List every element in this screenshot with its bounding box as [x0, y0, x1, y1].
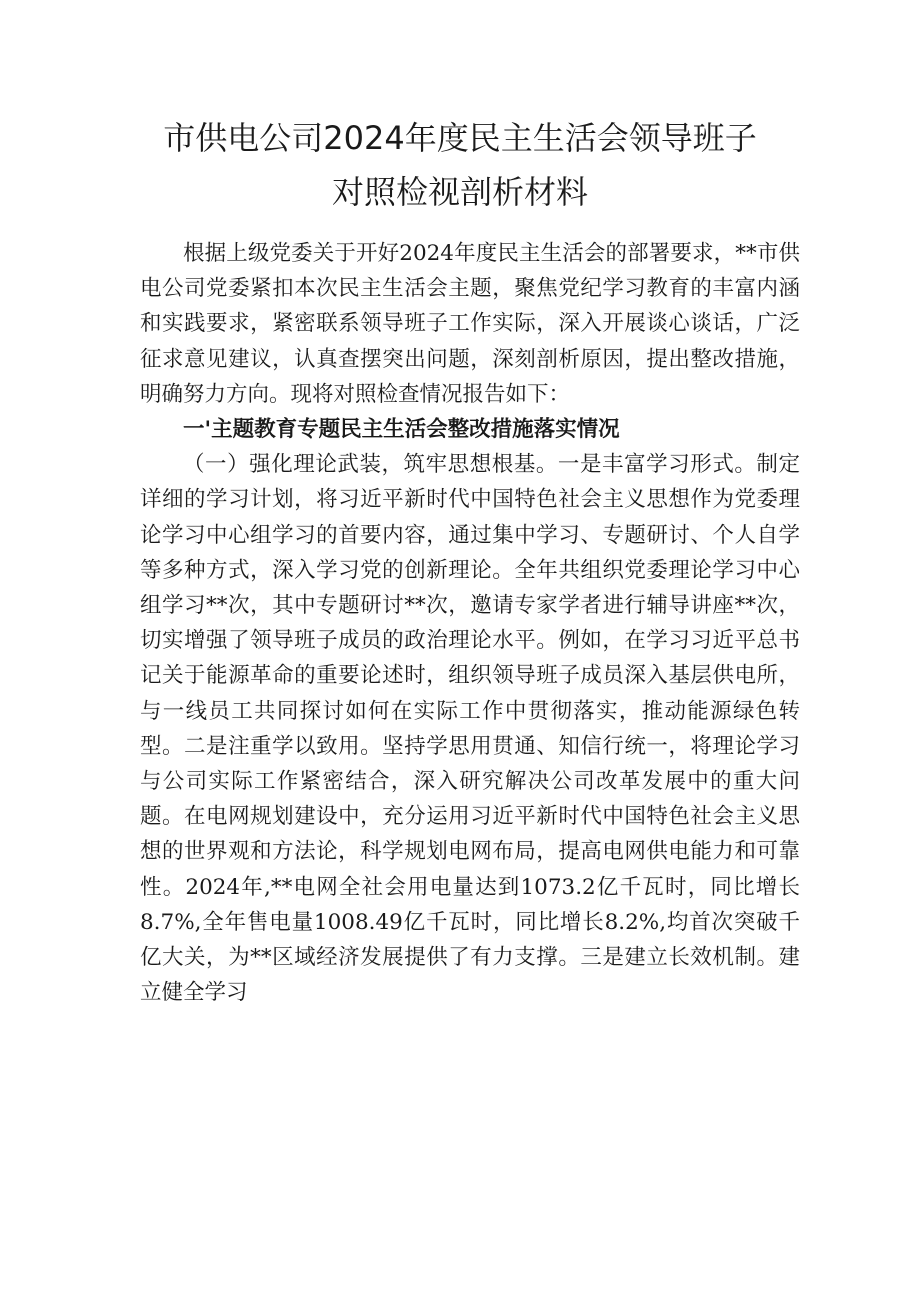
section-1-paragraph: （一）强化理论武装，筑牢思想根基。一是丰富学习形式。制定详细的学习计划，将习近平新时代中国特色社会主义思想作为党委理论学习中心组学习的首要内容，通过集中学习、专题研讨、个人自学等多种方式，深入学习党的创新理论。全年共组织党委理论学习中心组学习**次，其中专题研讨**次，邀请专家学者进行辅导讲座**次，切实增强了领导班子成员的政治理论水平。例如，在学习习近平总书记关于能源革命的重要论述时，组织领导班子成员深入基层供电所，与一线员工共同探讨如何在实际工作中贯彻落实，推动能源绿色转型。二是注重学以致用。坚持学思用贯通、知信行统一，将理论学习与公司实际工作紧密结合，深入研究解决公司改革发展中的重大问题。在电网规划建设中，充分运用习近平新时代中国特色社会主义思想的世界观和方法论，科学规划电网布局，提高电网供电能力和可靠性。2024年,**电网全社会用电量达到1073.2亿千瓦时，同比增长8.7%,全年售电量1008.49亿千瓦时，同比增长8.2%,均首次突破千亿大关，为**区域经济发展提供了有力支撑。三是建立长效机制。建立健全学习 [140, 452, 800, 1006]
intro-paragraph: 根据上级党委关于开好2024年度民主生活会的部署要求，**市供电公司党委紧扣本次民主生活会主题，聚焦党纪学习教育的丰富内涵和实践要求，紧密联系领导班子工作实际，深入开展谈心谈话，广泛征求意见建议，认真查摆突出问题，深刻剖析原因，提出整改措施，明确努力方向。现将对照检查情况报告如下： [140, 241, 800, 407]
document-title-line-2: 对照检视剖析材料 [331, 173, 588, 211]
document-title-line-1: 市供电公司2024年度民主生活会领导班子 [163, 119, 757, 157]
document-body [140, 236, 800, 1010]
section-1-heading: 一'主题教育专题民主生活会整改措施落实情况 [183, 417, 620, 443]
